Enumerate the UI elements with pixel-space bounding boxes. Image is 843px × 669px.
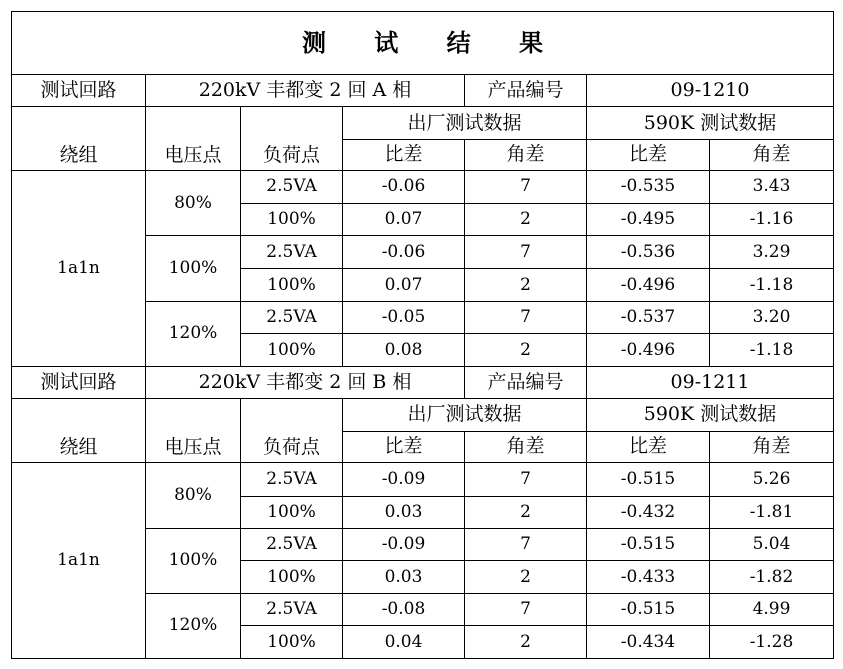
load-point-value: 100% [241,203,343,235]
factory-ratio-error-value: 0.07 [343,269,465,301]
load-point-value: 100% [241,561,343,593]
factory-ratio-error-value: -0.06 [343,236,465,269]
voltage-point-value: 120% [146,593,241,658]
factory-angle-error-value: 7 [465,593,587,625]
factory-ratio-error-value: 0.08 [343,334,465,366]
factory-angle-error-value: 2 [465,626,587,659]
factory-ratio-error-value: -0.09 [343,528,465,560]
factory-ratio-error-value: 0.04 [343,626,465,659]
factory-ratio-error-value: 0.07 [343,203,465,235]
factory-angle-error-value: 7 [465,463,587,496]
factory-ratio-error-value: -0.05 [343,301,465,333]
product-no-label: 产品编号 [465,366,587,398]
lab-ratio-error-value: -0.537 [587,301,710,333]
title-row [12,12,834,75]
lab-angle-error-value: 3.43 [710,171,834,203]
factory-ratio-error-value: -0.06 [343,171,465,203]
product-no-label: 产品编号 [465,74,587,106]
test-results-table [11,11,834,659]
lab-ratio-error-value: -0.433 [587,561,710,593]
voltage-point-value: 100% [146,236,241,302]
winding-value: 1a1n [12,171,146,367]
lab-data-header: 590K 测试数据 [587,107,834,139]
voltage-point-header: 电压点 [146,399,241,463]
lab-ratio-error-value: -0.495 [587,203,710,235]
winding-value: 1a1n [12,463,146,659]
lab-ratio-error-value: -0.432 [587,496,710,528]
load-point-value: 2.5VA [241,528,343,560]
load-point-header: 负荷点 [241,399,343,463]
lab-angle-error-value: 3.29 [710,236,834,269]
load-point-value: 100% [241,626,343,659]
lab-ratio-error-header: 比差 [587,431,710,462]
factory-angle-error-header: 角差 [465,431,587,462]
lab-angle-error-value: -1.28 [710,626,834,659]
factory-ratio-error-value: 0.03 [343,496,465,528]
lab-angle-error-header: 角差 [710,431,834,462]
lab-angle-error-value: 4.99 [710,593,834,625]
lab-ratio-error-value: -0.515 [587,463,710,496]
lab-angle-error-value: 3.20 [710,301,834,333]
circuit-info-row [12,74,834,106]
voltage-point-value: 80% [146,171,241,236]
lab-ratio-error-value: -0.496 [587,269,710,301]
lab-angle-error-value: -1.18 [710,269,834,301]
lab-angle-error-value: -1.81 [710,496,834,528]
factory-ratio-error-value: -0.09 [343,463,465,496]
circuit-value: 220kV 丰都变 2 回 B 相 [146,366,465,398]
load-point-value: 2.5VA [241,236,343,269]
lab-ratio-error-value: -0.515 [587,593,710,625]
factory-angle-error-value: 2 [465,269,587,301]
factory-angle-error-value: 7 [465,171,587,203]
lab-angle-error-header: 角差 [710,139,834,170]
factory-angle-error-header: 角差 [465,139,587,170]
load-point-value: 100% [241,334,343,366]
lab-angle-error-value: -1.82 [710,561,834,593]
factory-ratio-error-value: 0.03 [343,561,465,593]
lab-ratio-error-value: -0.536 [587,236,710,269]
load-point-value: 100% [241,269,343,301]
voltage-point-value: 100% [146,528,241,593]
factory-angle-error-value: 7 [465,236,587,269]
load-point-header: 负荷点 [241,107,343,171]
load-point-value: 100% [241,496,343,528]
lab-ratio-error-value: -0.434 [587,626,710,659]
table-body [12,12,834,659]
voltage-point-value: 120% [146,301,241,366]
load-point-value: 2.5VA [241,463,343,496]
factory-angle-error-value: 2 [465,334,587,366]
table-row [12,463,834,496]
factory-ratio-error-header: 比差 [343,431,465,462]
circuit-label: 测试回路 [12,366,146,398]
circuit-info-row [12,366,834,398]
lab-ratio-error-value: -0.496 [587,334,710,366]
lab-ratio-error-value: -0.535 [587,171,710,203]
voltage-point-value: 80% [146,463,241,529]
voltage-point-header: 电压点 [146,107,241,171]
product-no-value: 09-1211 [587,366,834,398]
factory-angle-error-value: 2 [465,496,587,528]
factory-data-header: 出厂测试数据 [343,399,587,431]
header-row-top [12,107,834,139]
lab-data-header: 590K 测试数据 [587,399,834,431]
winding-header: 绕组 [12,399,146,463]
product-no-value: 09-1210 [587,74,834,106]
factory-angle-error-value: 2 [465,561,587,593]
circuit-value: 220kV 丰都变 2 回 A 相 [146,74,465,106]
circuit-label: 测试回路 [12,74,146,106]
header-row-top [12,399,834,431]
load-point-value: 2.5VA [241,171,343,203]
factory-ratio-error-value: -0.08 [343,593,465,625]
factory-ratio-error-header: 比差 [343,139,465,170]
lab-angle-error-value: 5.04 [710,528,834,560]
factory-angle-error-value: 2 [465,203,587,235]
lab-ratio-error-value: -0.515 [587,528,710,560]
page-title: 测 试 结 果 [12,12,834,75]
lab-ratio-error-header: 比差 [587,139,710,170]
winding-header: 绕组 [12,107,146,171]
lab-angle-error-value: 5.26 [710,463,834,496]
factory-angle-error-value: 7 [465,301,587,333]
factory-data-header: 出厂测试数据 [343,107,587,139]
lab-angle-error-value: -1.16 [710,203,834,235]
load-point-value: 2.5VA [241,301,343,333]
factory-angle-error-value: 7 [465,528,587,560]
table-row [12,171,834,203]
load-point-value: 2.5VA [241,593,343,625]
lab-angle-error-value: -1.18 [710,334,834,366]
